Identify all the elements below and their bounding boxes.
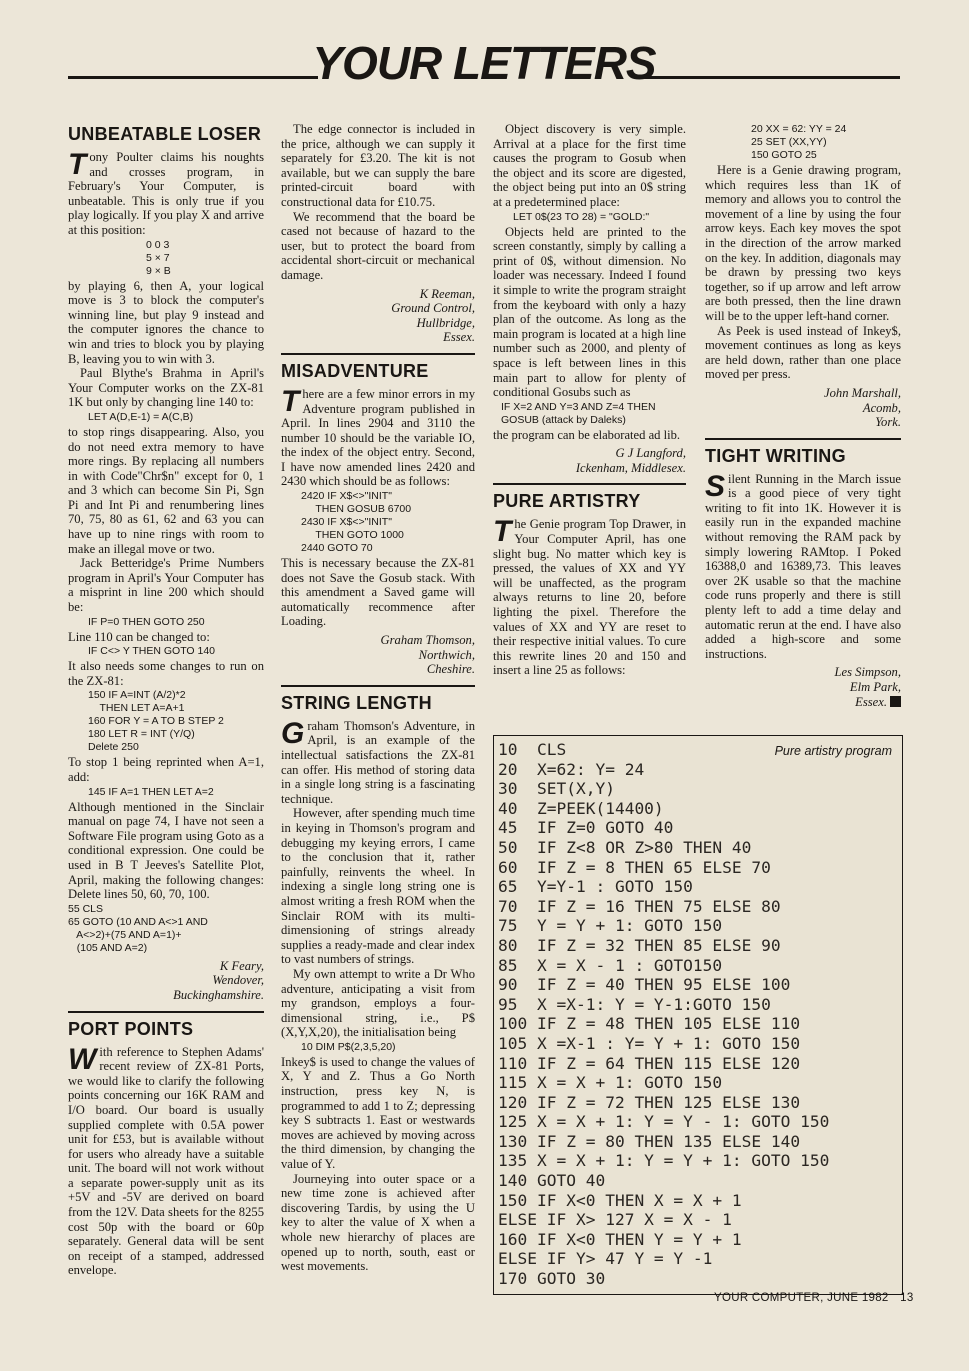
section-rule (68, 1011, 264, 1013)
program-listing: 10 CLS 20 X=62: Y= 24 30 SET(X,Y) 40 Z=PEEK(14400) 45 IF Z=0 GOTO 40 50 IF Z<8 OR Z>80 THEN 40 60 IF Z = 8 THEN 65 ELSE 70 65 Y=Y-1 : GOTO 150 70 IF Z = 16 THEN 75 ELSE 80 75 Y = Y + 1: GOTO 150 80 IF Z = 32 THEN 85 ELSE 90 85 X = X - 1 : GOTO150 90 IF Z = 40 THEN 95 ELSE 100 95 X =X-1: Y = Y-1:GOTO 150 100 IF Z = 48 THEN 105 ELSE 110 105 X =X-1 : Y= Y + 1: GOTO 150 110 IF Z = 64 THEN 115 ELSE 120 115 X = X + 1: GOTO 150 120 IF Z = 72 THEN 125 ELSE 130 125 X = X + 1: Y = Y - 1: GOTO 150 130 IF Z = 80 THEN 135 ELSE 140 135 X = X + 1: Y = Y + 1: GOTO 150 140 GOTO 40 150 IF X<0 THEN X = X + 1 ELSE IF X> 127 X = X - 1 160 IF X<0 THEN Y = Y + 1 ELSE IF Y> 47 Y = Y -1 170 GOTO 30 (498, 740, 830, 1289)
code-snippet: 10 DIM P$(2,3,5,20) (301, 1040, 396, 1053)
code-snippet: 2420 IF X$<>"INIT" THEN GOSUB 6700 2430 IF X$<>"INIT" THEN GOTO 1000 2440 GOTO 70 (301, 490, 412, 555)
section-rule (705, 438, 901, 440)
letter-paragraph: Paul Blythe's Brahma in April's Your Computer works on the ZX-81 1K but only by changing line 140 to: (68, 366, 264, 410)
letter-paragraph: We recommend that the board be cased not because of hazard to the user, but to protect the board from accidental short-circuit or mechanical damage. (281, 209, 475, 282)
letter-paragraph: Here is a Genie drawing program, which requires less than 1K of memory and allows you to control the movement of a line by using the four arrow keys. Each key moves the spot in the direction of the arrow marked on the key. In addition, diagonals may be drawn by pressing two keys together, so if up arrow and left arrow are both pressed, then the line drawn will be to the upper left-hand corner. (705, 163, 901, 323)
page-number: 13 (900, 1292, 914, 1304)
drop-cap: T (493, 515, 512, 549)
code-snippet: IF X=2 AND Y=3 AND Z=4 THEN GOSUB (attack by Daleks) (501, 400, 656, 426)
section-rule (493, 483, 686, 485)
letter-heading: STRING LENGTH (281, 692, 432, 713)
page-footer (714, 1292, 914, 1304)
end-of-article-mark (890, 696, 901, 707)
code-snippet: 150 IF A=INT (A/2)*2 THEN LET A=A+1 160 FOR Y = A TO B STEP 2 180 LET R = INT (Y/Q) Delete 250 (88, 689, 224, 754)
code-snippet: IF P=0 THEN GOTO 250 (88, 615, 205, 628)
letter-paragraph: Object discovery is very simple. Arrival at a place for the first time causes the program to Gosub when the object and its score are digested, the object being put into an 0$ string at a predetermined place: (493, 122, 686, 209)
letter-heading: PURE ARTISTRY (493, 491, 641, 512)
section-rule (281, 353, 475, 355)
section-rule (281, 685, 475, 687)
letter-paragraph: As Peek is used instead of Inkey$, movement continues as long as keys are held down, rather than one place moved per press. (705, 323, 901, 382)
drop-cap: W (68, 1042, 97, 1076)
column-4 (705, 122, 901, 711)
listing-caption: Pure artistry program (774, 744, 892, 758)
masthead-title: YOUR LETTERS (312, 37, 656, 89)
letter-signature: K Reeman, Ground Control, Hullbridge, Essex. (391, 286, 475, 345)
letter-signature: Graham Thomson, Northwich, Cheshire. (380, 633, 475, 677)
letter-paragraph: It also needs some changes to run on the ZX-81: (68, 659, 264, 688)
masthead (68, 38, 900, 88)
letter-signature: Les Simpson, Elm Park, Essex. (834, 665, 901, 709)
letter-heading: MISADVENTURE (281, 360, 429, 381)
position-grid: 0 0 3 5 × 7 9 × B (146, 238, 171, 277)
drop-cap: T (68, 148, 87, 181)
letter-paragraph: The Genie program Top Drawer, in Your Computer April, has one slight bug. No matter which key is pressed, the values of XX and YY will be unaffected, as the program always returns to line 20, before lighting the pixel. Therefore the values of XX and YY are reset to their respective initial values. To cure this rewrite lines 20 and 150 and insert a line 25 as follows: (493, 515, 686, 678)
code-snippet: 20 XX = 62: YY = 24 25 SET (XX,YY) 150 GOTO 25 (751, 123, 847, 161)
letter-paragraph: Objects held are printed to the screen constantly, simply by calling a print of 0$, without dimension. No loader was necessary. Indeed I found it simple to write the program straight from the keyboard with only a hazy plan of the outcome. As long as the main program is located at a high line number such as 2000, and plenty of space is left between lines in this main part to allow for plenty of conditional Gosubs such as (493, 224, 686, 400)
letter-paragraph: My own attempt to write a Dr Who adventure, anticipating a visit from my grandson, employs a four-dimensional string, i.e., P$ (X,Y,X,20), the initialisation being (281, 966, 475, 1040)
letter-paragraph: the program can be elaborated ad lib. (493, 427, 681, 442)
letter-signature: K Feary, Wendover, Buckinghamshire. (173, 958, 264, 1002)
letter-paragraph: This is necessary because the ZX-81 does not Save the Gosub stack. With this amendment a Saved game will automatically recommence after Loading. (281, 556, 475, 629)
letter-paragraph: Silent Running in the March issue is a good piece of very tight writing to fit into 1K. However it is easily run in the expanded machine without removing the RAM pack by simply lowering RAMtop. I Poked 16388,0 and 16389,73. This leaves over 2K usable so that the machine code runs properly and there is still plenty left to add a time delay and automatic rerun at the end. I have also added a high-score and some instructions. (705, 469, 901, 661)
letter-heading: PORT POINTS (68, 1018, 194, 1039)
letter-paragraph: Tony Poulter claims his noughts and crosses program, in February's Your Computer, is unbeatable. This is only true if you play logically. If you play X and arrive at this position: (68, 148, 264, 237)
footer-issue: YOUR COMPUTER, JUNE 1982 (714, 1292, 889, 1304)
letter-paragraph: The edge connector is included in the price, although we can supply it separately for £3.20. The kit is not available, but we can supply the bare printed-circuit board with constructional data for £10.75. (281, 122, 475, 209)
program-listing-box (493, 735, 903, 1295)
letter-paragraph: Graham Thomson's Adventure, in April, is an example of the intellectual satisfactions the ZX-81 can offer. His method of storing data in a single long string is a fascinating technique. (281, 716, 475, 806)
letter-paragraph: To stop 1 being reprinted when A=1, add: (68, 755, 264, 784)
column-2 (281, 122, 475, 1274)
letter-heading: UNBEATABLE LOSER (68, 124, 262, 144)
code-snippet: 145 IF A=1 THEN LET A=2 (88, 785, 214, 798)
code-snippet: 55 CLS 65 GOTO (10 AND A<>1 AND A<>2)+(75 AND A=1)+ (105 AND A=2) (68, 902, 208, 954)
letter-paragraph: by playing 6, then A, your logical move is 3 to block the computer's winning line, but play 9 instead and the computer ignores the chance to win and tries to block you by playing B, leaving you to win with 3. (68, 278, 264, 366)
letter-paragraph: to stop rings disappearing. Also, you do not need extra memory to have more rings. By replacing all numbers in with Code"Chr$n" except for 0, 1 and 3 which can become Sin Pi, Sgn Pi and Int Pi and renumbering lines 70, 75, 80 as 61, 62 and 63 you can have up to nine rings with room to make an illegal move or two. (68, 424, 264, 556)
code-snippet: LET 0$(23 TO 28) = "GOLD:" (513, 210, 650, 223)
letter-heading: TIGHT WRITING (705, 445, 846, 466)
letter-paragraph: Line 110 can be changed to: (68, 629, 210, 644)
letter-paragraph: Jack Betteridge's Prime Numbers program in April's Your Computer has a misprint in line 200 which should be: (68, 556, 264, 615)
column-3 (493, 122, 686, 678)
drop-cap: T (281, 384, 300, 418)
letter-paragraph: There are a few minor errors in my Adventure program published in April. In lines 2904 and 3110 the number 10 should be the variable IO, the index of the object entry. Second, I have now amended lines 2420 and 2430 which should be as follows: (281, 384, 475, 489)
column-1 (68, 122, 264, 1278)
drop-cap: S (705, 469, 726, 503)
letter-signature: G J Langford, Ickenham, Middlesex. (575, 446, 686, 475)
code-snippet: IF C<> Y THEN GOTO 140 (88, 645, 216, 658)
letter-paragraph: Journeying into outer space or a new time zone is achieved after discovering Tardis, by using the U key to alter the value of X when a whole new hierarchy of places are opened up to north, south, east or west movements. (281, 1171, 475, 1274)
letter-signature: John Marshall, Acomb, York. (824, 385, 901, 430)
letter-paragraph: Although mentioned in the Sinclair manual on page 74, I have not seen a Software File program using Goto as a conditional expression. One could be used in B T Jeeves's Satellite Plot, April, making the following changes: Delete lines 50, 60, 70, 100. (68, 799, 264, 902)
letter-paragraph: Inkey$ is used to change the values of X, Y and Z. Thus a Go North instruction, press key N, is programmed to add 1 to Z; depressing key S subtracts 1. East or westwards moves are achieved by moving across the third dimension, by changing the value of Y. (281, 1054, 475, 1172)
code-snippet: LET A(D,E-1) = A(C,B) (88, 410, 194, 423)
drop-cap: G (281, 716, 305, 750)
letter-paragraph: With reference to Stephen Adams' recent review of ZX-81 Ports, we would like to clarify the following points concerning our 16K RAM and I/O board. Our board is usually supplied complete with 0.5A power unit for £53, but is available without for users who already have a suitable unit. The board will not work without a separate power-supply unit as its +5V and -5V are derived on board from the 12V. Data sheets for the 8255 cost 50p with the board or 60p separately. General data will be sent on receipt of a stamped, addressed envelope. (68, 1042, 264, 1278)
letter-paragraph: However, after spending much time in keying in Thomson's program and debugging my keying errors, I came to the conclusion that it, rather painfully, reinvents the wheel. In indexing a single long string one is almost writing a fresh ROM when the Sinclair ROM with its multi-dimensioning of strings already supplies a ready-made and clear index to vast numbers of strings. (281, 806, 475, 967)
